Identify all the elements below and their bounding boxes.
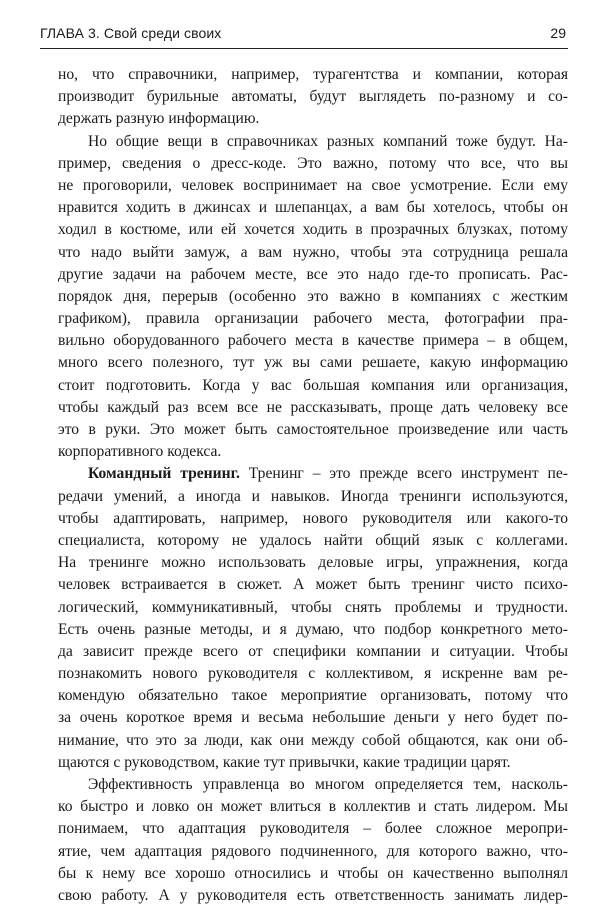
text-line: человек встраивается в сюжет. А может быть тренинг чисто психо- — [58, 576, 568, 594]
text-line: что надо выйти замуж, а вам нужно, чтобы эта сотрудница решала — [58, 243, 568, 261]
text-line: не проговорили, человек воспринимает на свое усмотрение. Если ему — [58, 176, 568, 194]
text-line: графиком), правила организации рабочего места, фотографии пра- — [58, 310, 568, 328]
page-number: 29 — [550, 25, 566, 41]
chapter-title: ГЛАВА 3. Свой среди своих — [40, 25, 222, 41]
text-line: порядок дня, перерыв (особенно это важно в компаниях с жестким — [58, 287, 568, 305]
text-line-rest: Тренинг – это прежде всего инструмент пе- — [248, 465, 568, 483]
text-line: редачи умений, а иногда и навыков. Иногда тренинги используются, — [58, 487, 568, 505]
text-line: другие задачи на рабочем месте, все это надо где-то прописать. Рас- — [58, 265, 568, 283]
text-line: Есть очень разные методы, и я думаю, что подбор конкретного мето- — [58, 620, 568, 638]
text-line: ко быстро и ловко он может влиться в коллектив и стать лидером. Мы — [58, 798, 568, 816]
text-line: познакомить нового руководителя с коллективом, я искренне вам ре- — [58, 665, 568, 683]
text-line: нравится ходить в джинсах и шлепанцах, а вам бы хотелось, чтобы он — [58, 199, 568, 217]
text-line: специалиста, которому не удалось найти общий язык с коллегами. — [58, 531, 568, 549]
text-line: ятие, чем адаптация рядового подчиненного, для которого важно, что- — [58, 842, 568, 860]
text-line: свою работу. А у руководителя есть ответственность занимать лидер- — [58, 886, 568, 904]
text-line: пример, сведения о дресс-коде. Это важно, потому что все, что вы — [58, 154, 568, 172]
text-line: бы к нему все хорошо относились и чтобы он качественно выполнял — [58, 864, 568, 882]
text-line: за очень короткое время и весьма небольшие деньги у него будет по- — [58, 709, 568, 727]
text-line: ходил в костюме, или ей хочется ходить в прозрачных блузках, потому — [58, 221, 568, 239]
text-line: На тренинге можно использовать деловые игры, упражнения, когда — [58, 554, 568, 572]
text-line: комендую обязательно такое мероприятие организовать, потому что — [58, 687, 568, 705]
text-line: это в руки. Это может быть самостоятельное произведение или часть — [58, 421, 568, 438]
text-line: производит бурильные автоматы, будут выглядеть по-разному и со- — [58, 88, 568, 106]
text-line: много всего полезного, тут уж вы сами решаете, какую информацию — [58, 354, 568, 372]
text-line: Но общие вещи в справочниках разных компаний тоже будут. На- — [88, 132, 568, 150]
text-line: Эффективность управленца во многом определяется тем, насколь- — [88, 776, 568, 793]
text-line: но, что справочники, например, турагентства и компании, которая — [58, 66, 568, 83]
text-line: логический, коммуникативный, чтобы снять проблемы и трудности. — [58, 598, 568, 616]
text-line: держать разную информацию. — [58, 110, 260, 128]
text-line: щаются с руководством, какие тут привычки, какие традиции царят. — [58, 753, 511, 771]
text-line: корпоративного кодекса. — [58, 443, 222, 461]
running-header — [40, 22, 568, 49]
text-line: понимаем, что адаптация руководителя – более сложное меропри- — [58, 820, 568, 838]
text-line: да зависит прежде всего от специфики компании и ситуации. Чтобы — [58, 642, 568, 660]
text-line: стоит подготовить. Когда у вас большая компания или организация, — [58, 376, 568, 394]
text-line — [58, 463, 568, 485]
text-line: вильно оборудованного рабочего места в качестве примера – в общем, — [58, 332, 568, 350]
text-line: чтобы адаптировать, например, нового руководителя или какого-то — [58, 509, 568, 527]
text-line: нимание, что это за люди, как они между собой общаются, как они об- — [58, 731, 568, 749]
section-lead: Командный тренинг. — [88, 465, 240, 483]
text-line: чтобы каждый раз всем все не рассказывать, проще дать человеку все — [58, 398, 568, 416]
body-text — [58, 64, 568, 907]
